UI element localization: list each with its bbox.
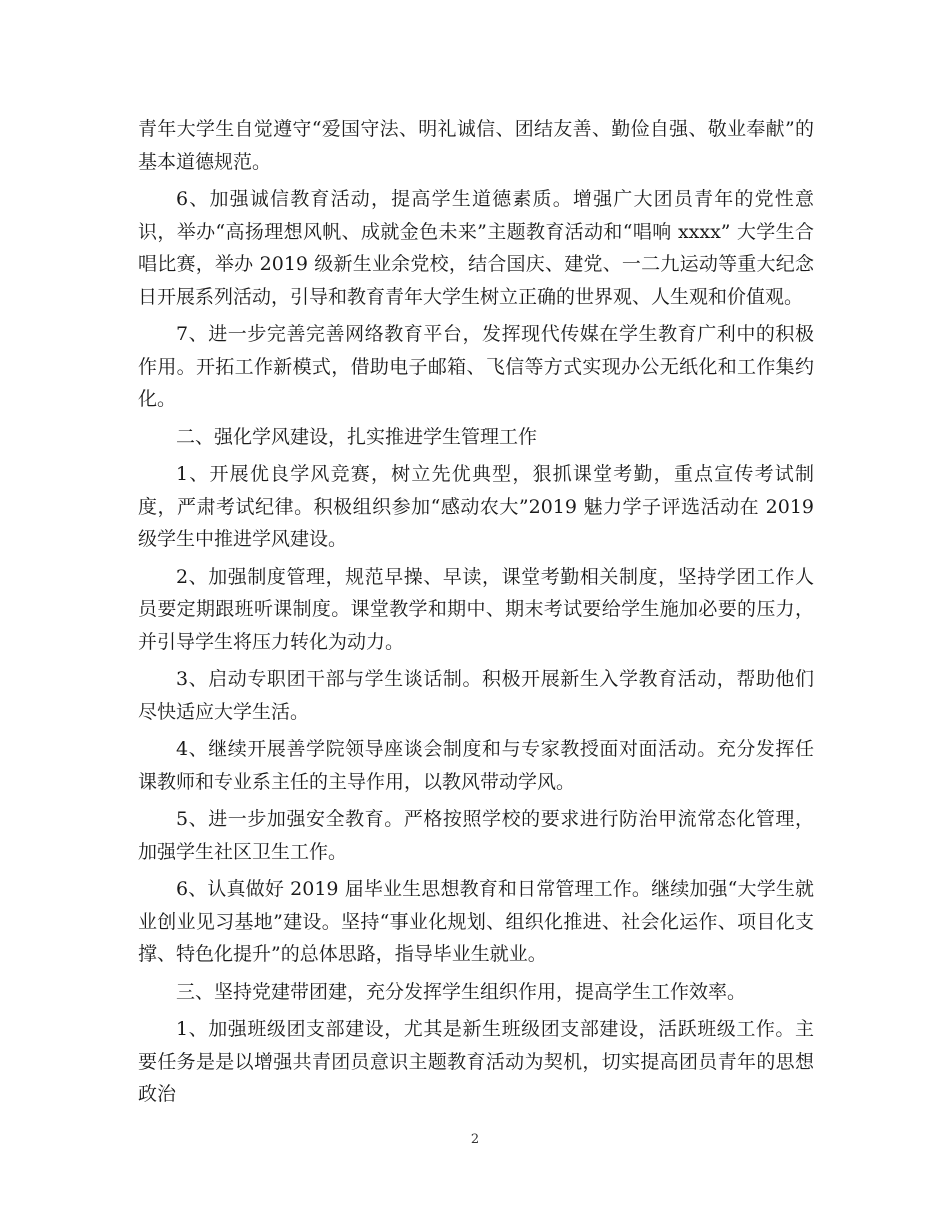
section-heading-2: 二、强化学风建设，扎实推进学生管理工作 — [176, 425, 538, 448]
paragraph-continuation: 青年大学生自觉遵守“爱国守法、明礼诚信、团结友善、勤俭自强、敬业奉献”的基本道德规范。 — [138, 118, 814, 173]
paragraph-item-6-graduates: 6、认真做好 2019 届毕业生思想教育和日常管理工作。继续加强“大学生就业创业见习基地”建设。坚持“事业化规划、组织化推进、社会化运作、项目化支撑、特色化提升”的总体思路，指导毕业生就业。 — [138, 878, 814, 965]
paragraph-item-6-integrity: 6、加强诚信教育活动，提高学生道德素质。增强广大团员青年的党性意识，举办“高扬理想风帆、成就金色未来”主题教育活动和“唱响 xxxx” 大学生合唱比赛，举办 2019 级新生业余党校，结合国庆、建党、一二九运动等重大纪念日开展系列活动，引导和教育青年大学生树立正确的世界观、人生观和价值观。 — [138, 188, 814, 308]
section-heading-3: 三、坚持党建带团建，充分发挥学生组织作用，提高学生工作效率。 — [176, 980, 747, 1003]
paragraph-item-1-study-style: 1、开展优良学风竞赛，树立先优典型，狠抓课堂考勤，重点宣传考试制度，严肃考试纪律。积极组织参加“感动农大”2019 魅力学子评选活动在 2019 级学生中推进学风建设。 — [138, 463, 814, 550]
paragraph-item-1-league-branch: 1、加强班级团支部建设，尤其是新生班级团支部建设，活跃班级工作。主要任务是是以增强共青团员意识主题教育活动为契机，切实提高团员青年的思想政治 — [138, 1018, 814, 1105]
paragraph-item-7-network: 7、进一步完善完善网络教育平台，发挥现代传媒在学生教育广利中的积极作用。开拓工作新模式，借助电子邮箱、飞信等方式实现办公无纸化和工作集约化。 — [138, 323, 814, 410]
paragraph-item-3-talks: 3、启动专职团干部与学生谈话制。积极开展新生入学教育活动，帮助他们尽快适应大学生活。 — [138, 668, 814, 723]
paragraph-item-5-safety: 5、进一步加强安全教育。严格按照学校的要求进行防治甲流常态化管理，加强学生社区卫生工作。 — [138, 808, 814, 863]
document-body — [138, 113, 814, 1116]
page-number: 2 — [470, 1132, 480, 1147]
paragraph-item-2-rules: 2、加强制度管理，规范早操、早读，课堂考勤相关制度，坚持学团工作人员要定期跟班听课制度。课堂教学和期中、期末考试要给学生施加必要的压力，并引导学生将压力转化为动力。 — [138, 565, 814, 653]
paragraph-item-4-forum: 4、继续开展善学院领导座谈会制度和与专家教授面对面活动。充分发挥任课教师和专业系主任的主导作用，以教风带动学风。 — [138, 738, 814, 793]
